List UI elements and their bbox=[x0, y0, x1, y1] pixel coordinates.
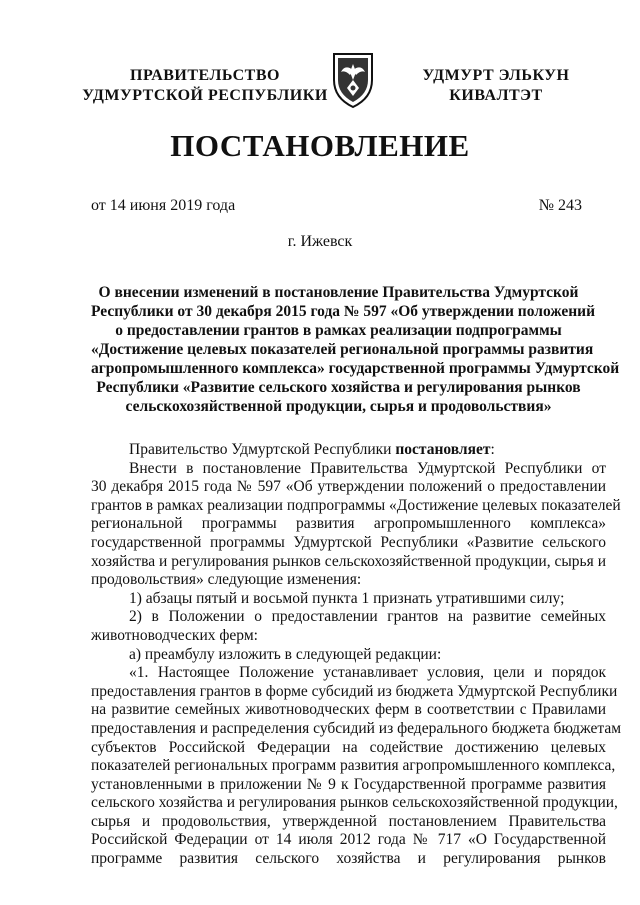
body-line: 2) в Положении о предоставлении грантов на развитие семейных bbox=[129, 608, 606, 626]
body-line: Внести в постановление Правительства Удмуртской Республики от bbox=[129, 459, 606, 477]
body-line: на развитие семейных животноводческих ферм в соответствии с Правилами bbox=[91, 701, 606, 719]
body-line: животноводческих ферм: bbox=[91, 626, 258, 644]
subject-line: Республики от 30 декабря 2015 года № 597 «Об утверждении положений bbox=[91, 303, 596, 320]
body-line: предоставления и распределения субсидий из федерального бюджета бюджетам bbox=[91, 719, 622, 737]
body-emphasis: постановляет bbox=[395, 441, 491, 458]
issuer-russian-line1: ПРАВИТЕЛЬСТВО bbox=[130, 67, 280, 84]
document-number: № 243 bbox=[538, 197, 582, 214]
issuer-udmurt-line1: УДМУРТ ЭЛЬКУН bbox=[422, 67, 570, 84]
body-line: субъектов Российской Федерации на содействие достижению целевых bbox=[91, 738, 606, 756]
body-line: продовольствия» следующие изменения: bbox=[91, 571, 362, 589]
body-line: установленными в приложении № 9 к Государственной программе развития bbox=[91, 775, 606, 793]
body-line: программе развития сельского хозяйства и регулирования рынков bbox=[91, 850, 606, 868]
body-line: грантов в рамках реализации подпрограммы «Достижение целевых показателей bbox=[91, 496, 621, 514]
body-line: государственной программы Удмуртской Республики «Развитие сельского bbox=[91, 533, 606, 551]
body-line: сырья и продовольствия, утвержденной постановлением Правительства bbox=[91, 812, 606, 830]
body-line: региональной программы развития агропромышленного комплекса» bbox=[91, 515, 606, 533]
body-line: показателей региональных программ развития агропромышленного комплекса, bbox=[91, 757, 616, 775]
document-city: г. Ижевск bbox=[287, 233, 353, 250]
body-line: предоставления грантов в форме субсидий из бюджета Удмуртской Республики bbox=[91, 682, 618, 700]
document-title: ПОСТАНОВЛЕНИЕ bbox=[170, 128, 470, 163]
body-line: 30 декабря 2015 года № 597 «Об утверждении положений о предоставлении bbox=[91, 478, 606, 496]
body-line: хозяйства и регулирования рынков сельскохозяйственной продукции, сырья и bbox=[91, 552, 606, 570]
body-line bbox=[91, 441, 606, 460]
subject-line: Республики «Развитие сельского хозяйства и регулирования рынков bbox=[96, 379, 581, 396]
subject-line: сельскохозяйственной продукции, сырья и продовольствия» bbox=[125, 398, 552, 415]
body-line: «1. Настоящее Положение устанавливает условия, цели и порядок bbox=[129, 664, 606, 682]
body-line: Российской Федерации от 14 июля 2012 года № 717 «О Государственной bbox=[91, 831, 606, 849]
subject-line: «Достижение целевых показателей региональной программы развития bbox=[91, 341, 594, 358]
document-body bbox=[91, 441, 622, 869]
body-text: : bbox=[490, 441, 495, 458]
subject-line: агропромышленного комплекса» государственной программы Удмуртской bbox=[91, 360, 620, 377]
subject-line: О внесении изменений в постановление Правительства Удмуртской bbox=[98, 284, 579, 301]
udmurtia-coat-of-arms-icon bbox=[331, 50, 375, 110]
issuer-russian-line2: УДМУРТСКОЙ РЕСПУБЛИКИ bbox=[82, 87, 328, 104]
document-subject bbox=[91, 283, 620, 416]
issuer-udmurt bbox=[416, 66, 576, 106]
issuer-udmurt-line2: КИВАЛТЭТ bbox=[449, 87, 543, 104]
body-line: а) преамбулу изложить в следующей редакции: bbox=[129, 645, 442, 663]
body-line: сельского хозяйства и регулирования рынков сельскохозяйственной продукции, bbox=[91, 794, 618, 812]
issuer-russian bbox=[80, 66, 330, 106]
subject-line: о предоставлении грантов в рамках реализации подпрограммы bbox=[115, 322, 562, 339]
document-date: от 14 июня 2019 года bbox=[91, 197, 236, 214]
body-text: Правительство Удмуртской Республики bbox=[129, 441, 396, 458]
body-line: 1) абзацы пятый и восьмой пункта 1 признать утратившими силу; bbox=[129, 589, 565, 607]
